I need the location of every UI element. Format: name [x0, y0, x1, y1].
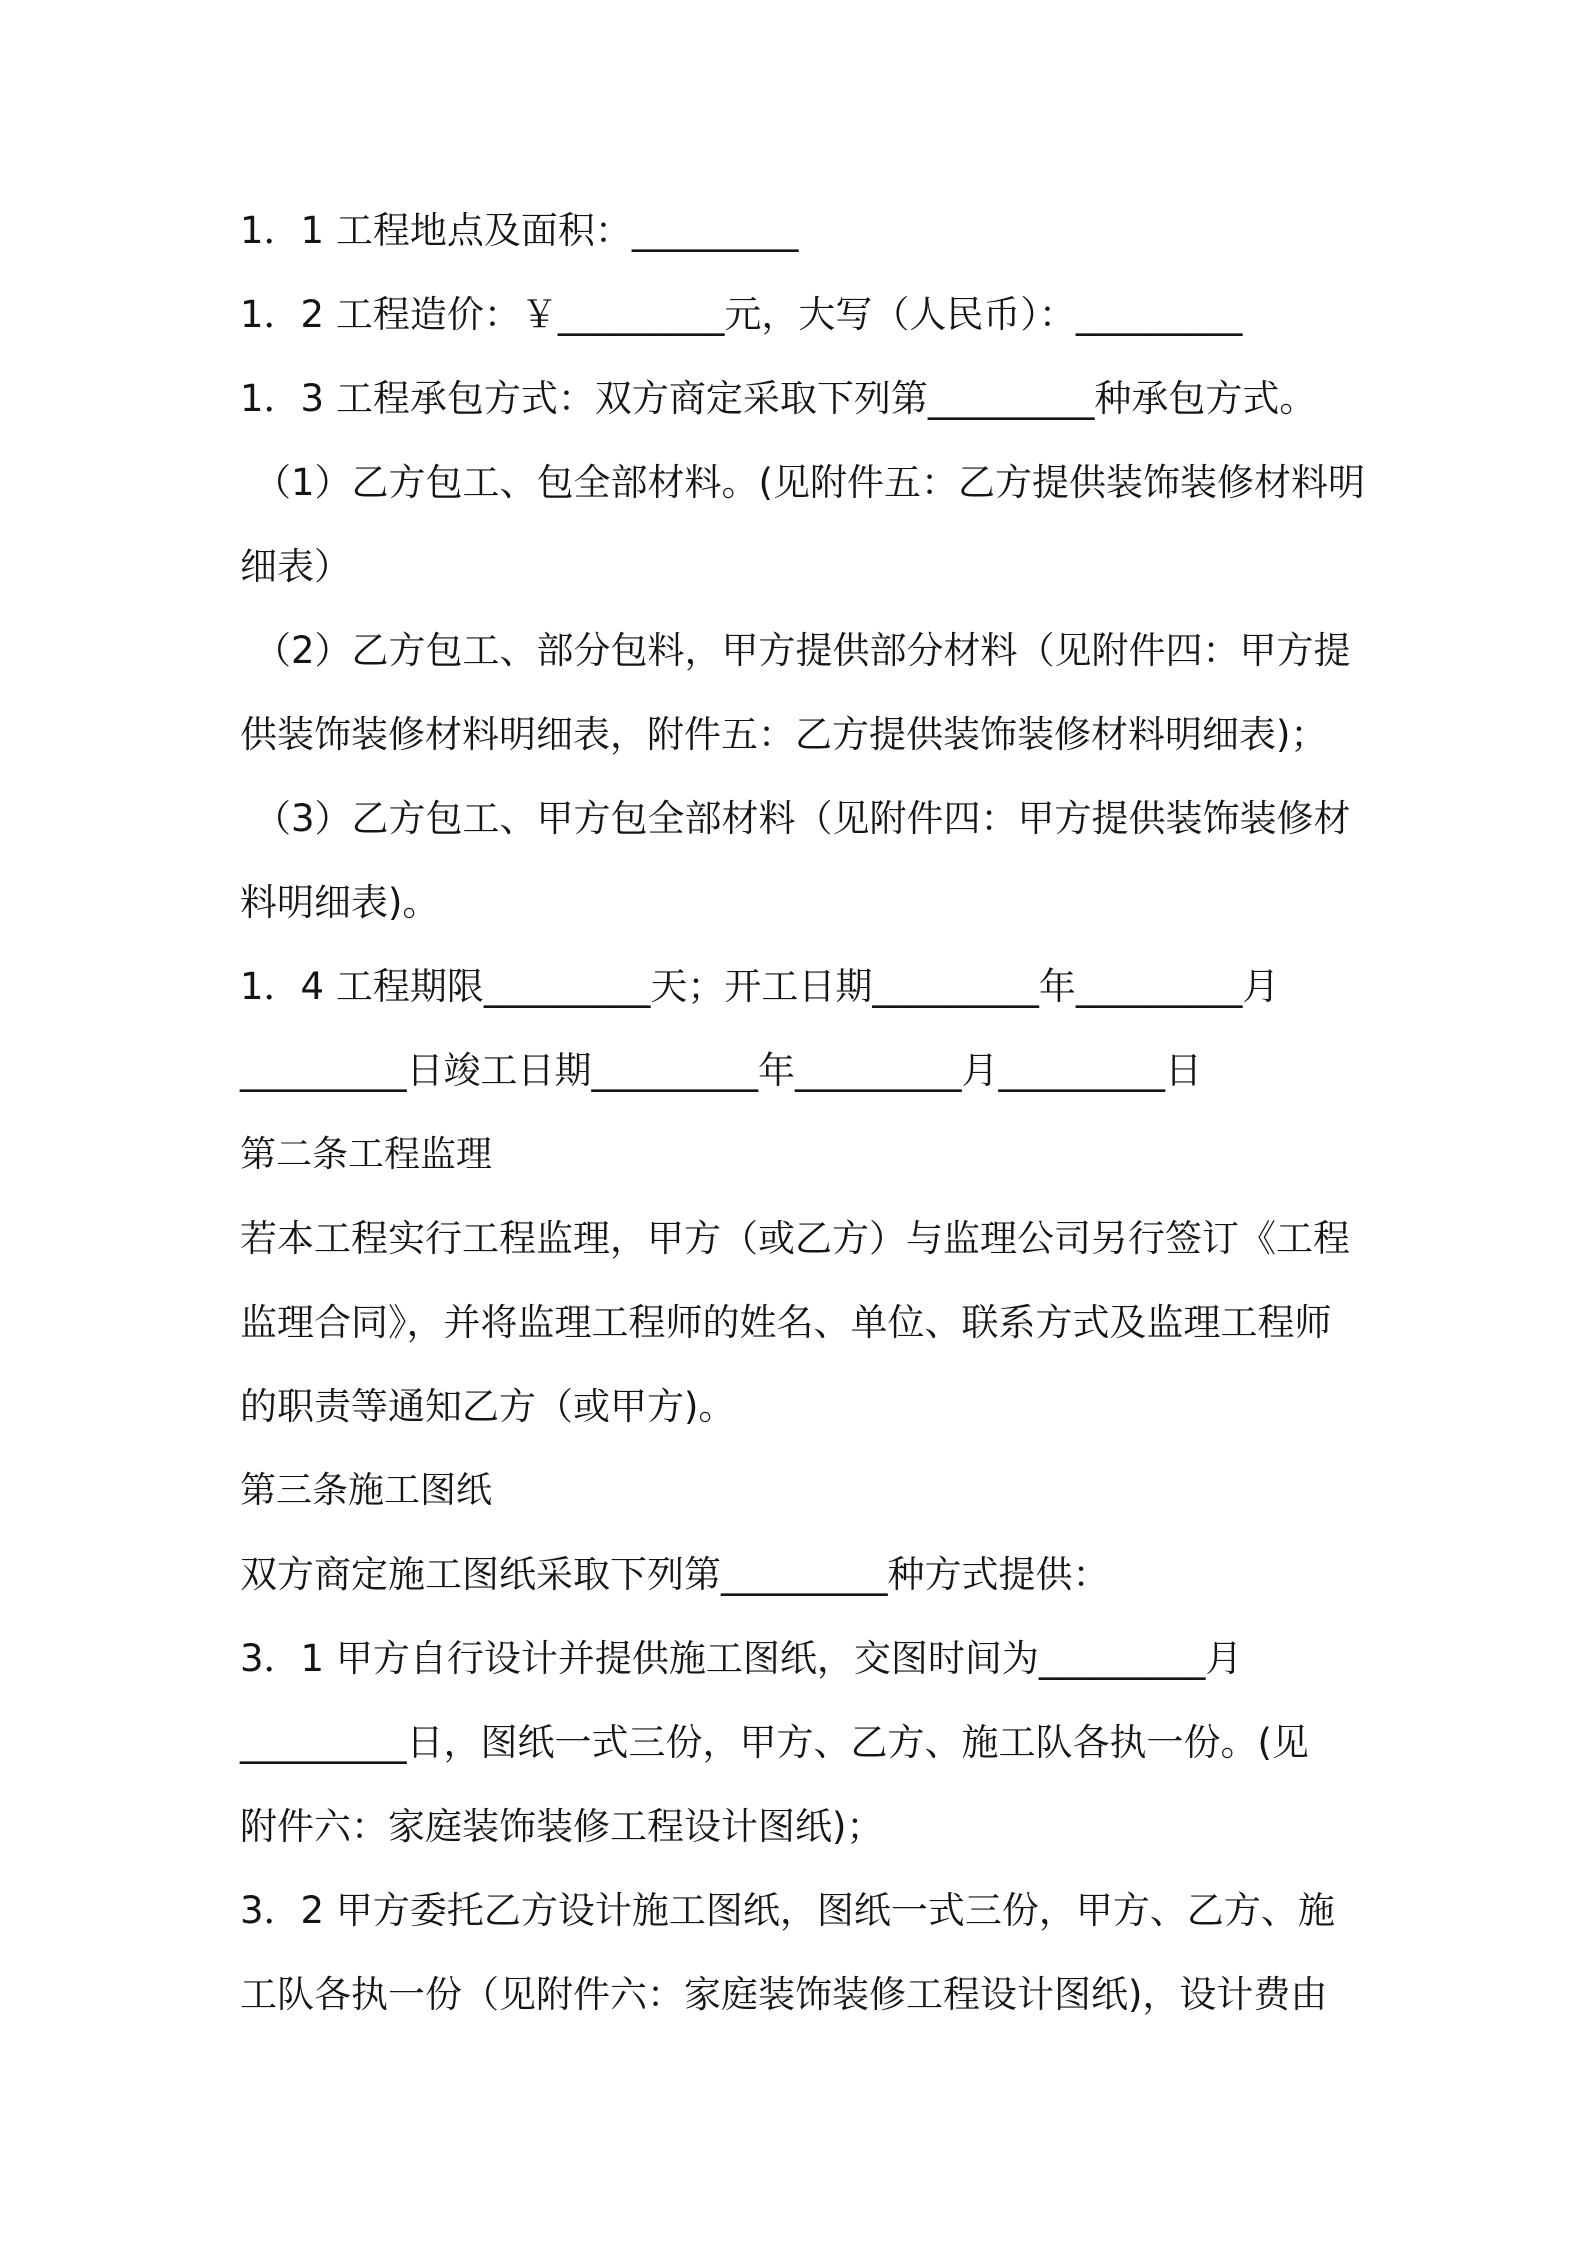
option-2-line-2: 供装饰装修材料明细表，附件五：乙方提供装饰装修材料明细表)； — [240, 713, 1328, 756]
option-1-line-2: 细表） — [240, 545, 351, 588]
article-3-heading: 第三条施工图纸 — [240, 1470, 493, 1511]
article-2-heading: 第二条工程监理 — [240, 1134, 493, 1175]
option-2-line-1: （2）乙方包工、部分包料，甲方提供部分材料（见附件四：甲方提 — [254, 629, 1351, 672]
clause-1-2-project-cost: 1．2 工程造价：￥_________元，大写（人民币）：_________ — [240, 293, 1243, 336]
clause-3-2-line-1: 3．2 甲方委托乙方设计施工图纸，图纸一式三份，甲方、乙方、施 — [240, 1889, 1335, 1932]
article-2-text-line-3: 的职责等通知乙方（或甲方)。 — [240, 1385, 736, 1428]
article-3-intro: 双方商定施工图纸采取下列第_________种方式提供： — [240, 1553, 1110, 1596]
option-3-line-1: （3）乙方包工、甲方包全部材料（见附件四：甲方提供装饰装修材 — [254, 797, 1351, 840]
clause-3-1-line-1: 3．1 甲方自行设计并提供施工图纸，交图时间为_________月 — [240, 1637, 1243, 1680]
clause-1-4-duration-line-2: _________日竣工日期_________年_________月_________日 — [240, 1049, 1202, 1092]
clause-1-1-location-area: 1．1 工程地点及面积：_________ — [240, 209, 799, 252]
clause-3-1-line-2: _________日，图纸一式三份，甲方、乙方、施工队各执一份。(见 — [240, 1721, 1309, 1764]
clause-1-3-contract-method: 1．3 工程承包方式：双方商定采取下列第_________种承包方式。 — [240, 377, 1317, 420]
option-1-line-1: （1）乙方包工、包全部材料。(见附件五：乙方提供装饰装修材料明 — [254, 461, 1365, 504]
article-2-text-line-1: 若本工程实行工程监理，甲方（或乙方）与监理公司另行签订《工程 — [240, 1217, 1350, 1260]
article-2-text-line-2: 监理合同》，并将监理工程师的姓名、单位、联系方式及监理工程师 — [240, 1301, 1332, 1344]
clause-3-2-line-2: 工队各执一份（见附件六：家庭装饰装修工程设计图纸)，设计费由 — [240, 1973, 1328, 2016]
clause-3-1-line-3: 附件六：家庭装饰装修工程设计图纸)； — [240, 1805, 884, 1848]
contract-body — [240, 194, 1365, 2042]
clause-1-4-duration-line-1: 1．4 工程期限_________天；开工日期_________年_________月 — [240, 965, 1280, 1008]
option-3-line-2: 料明细表)。 — [240, 881, 440, 924]
